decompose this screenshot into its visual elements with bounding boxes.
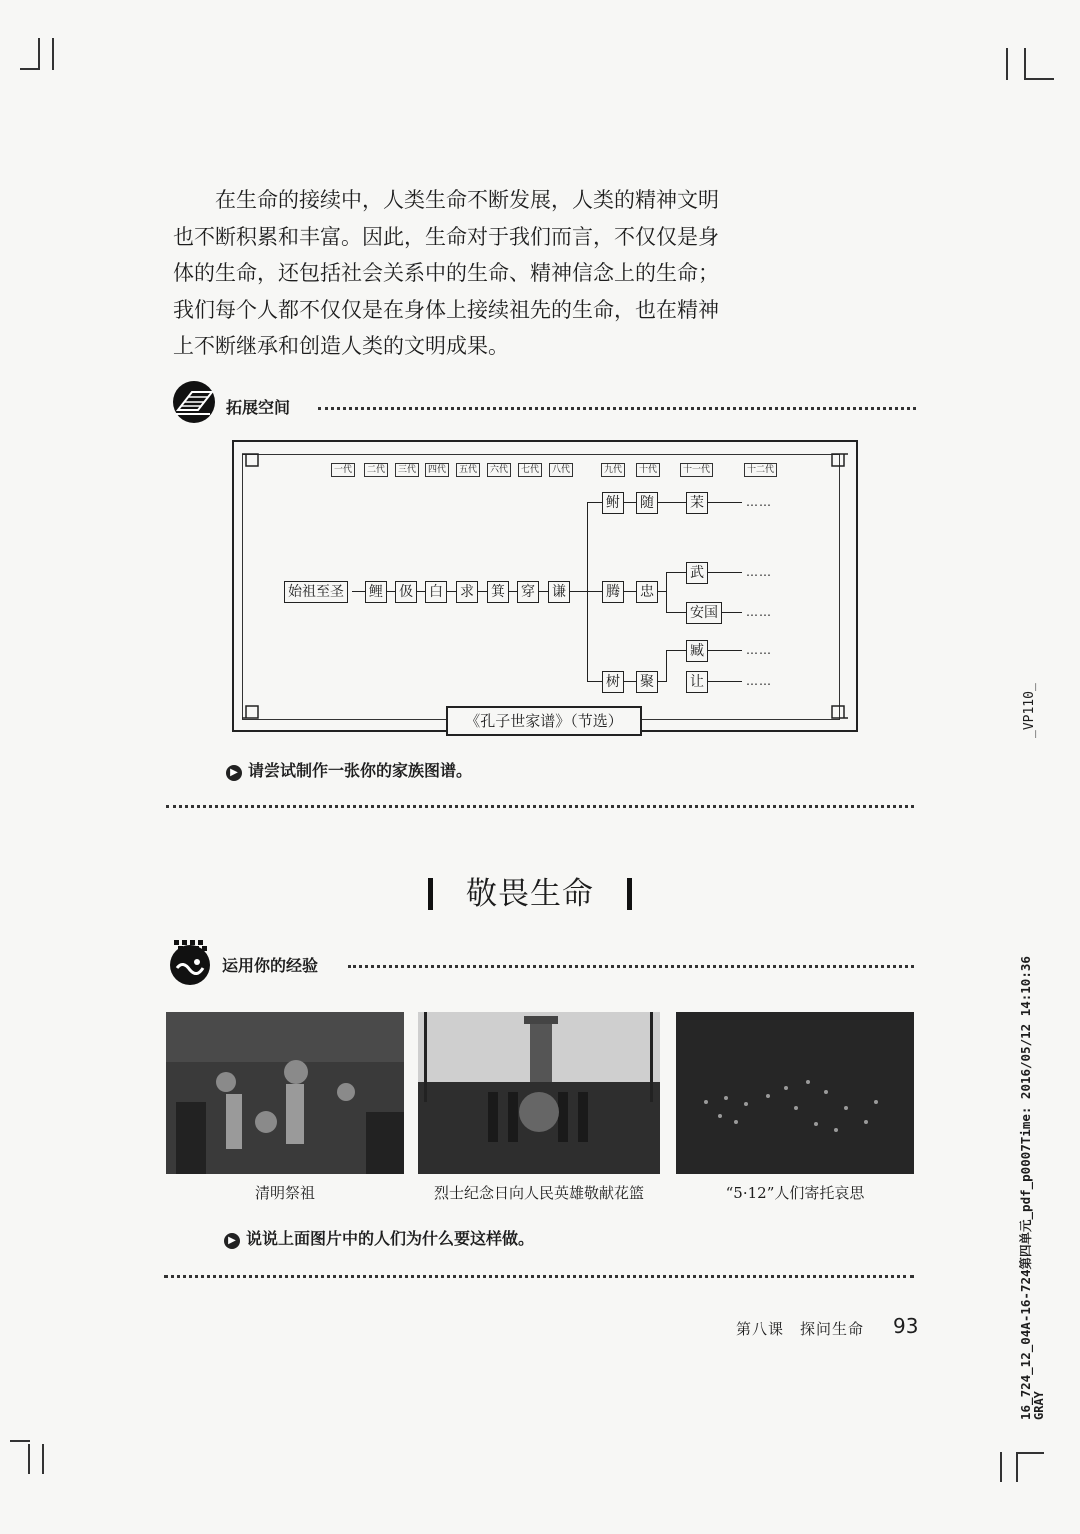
tree-ellipsis: ……: [746, 495, 772, 509]
generation-label: 十代: [636, 463, 660, 477]
tree-node: 安国: [686, 602, 722, 624]
tree-node: 让: [686, 671, 708, 693]
tree-sub-line: [666, 572, 686, 573]
tree-node: 随: [636, 492, 658, 514]
body-paragraph: [173, 182, 753, 365]
dotted-divider: [348, 965, 914, 968]
crop-mark-top-left: [20, 68, 40, 70]
tree-node: 聚: [636, 671, 658, 693]
tree-sub-vertical: [666, 650, 667, 681]
photo-candle-vigil: [676, 1012, 914, 1174]
page-number: 93: [893, 1314, 919, 1338]
tree-tail-line: [706, 502, 742, 503]
expand-space-icon: [172, 380, 216, 424]
tree-sub-vertical: [666, 572, 667, 612]
paragraph-line: 我们每个人都不仅仅是在身体上接续祖先的生命，也在精神: [173, 297, 719, 322]
margin-gray-label: GRAY: [1032, 1391, 1046, 1420]
task-text: 说说上面图片中的人们为什么要这样做。: [246, 1229, 535, 1248]
section-title-expand-space: 拓展空间: [226, 398, 291, 417]
tree-tail-line: [706, 681, 742, 682]
margin-print-info: 16_724_12_04A-16-724第四单元_pdf_p0007Time: 2016/05/12 14:10:36: [1018, 956, 1033, 1420]
margin-code: _VP110_: [1022, 683, 1037, 738]
tree-node: 树: [602, 671, 624, 693]
paragraph-line: 体的生命，还包括社会关系中的生命、精神信念上的生命；: [173, 261, 719, 285]
crop-mark-bottom-left: [28, 1444, 30, 1474]
paragraph-line: 在生命的接续中，人类生命不断发展，人类的精神文明: [215, 188, 719, 212]
photo-caption: “5·12”人们寄托哀思: [725, 1184, 865, 1202]
tree-node: 求: [456, 581, 478, 603]
tree-tail-line: [706, 572, 742, 573]
dotted-divider: [164, 1275, 914, 1278]
heading-bar-right: [627, 878, 632, 910]
tree-node: 臧: [686, 640, 708, 662]
arrow-bullet-icon: ▶: [224, 1233, 240, 1249]
crop-mark-top-right: [1006, 48, 1008, 80]
dotted-divider: [166, 805, 914, 808]
generation-label: 七代: [518, 463, 542, 477]
crop-mark-top-left: [52, 38, 54, 70]
task-prompt: [224, 1226, 534, 1249]
tree-sub-line: [666, 650, 686, 651]
tree-node: 鲋: [602, 492, 624, 514]
paragraph-line: 上不断继承和创造人类的文明成果。: [173, 334, 509, 358]
tree-node: 始祖至圣: [284, 581, 348, 603]
photo-caption: 烈士纪念日向人民英雄敬献花篮: [433, 1184, 644, 1202]
dotted-divider: [318, 407, 916, 410]
task-text: 请尝试制作一张你的家族图谱。: [248, 761, 473, 780]
tree-node: 腾: [602, 581, 624, 603]
tree-tail-line: [706, 650, 742, 651]
generation-label: 九代: [601, 463, 625, 477]
paragraph-line: 也不断积累和丰富。因此，生命对于我们而言，不仅仅是身: [173, 224, 719, 249]
arrow-bullet-icon: ▶: [226, 765, 242, 781]
section-heading: [420, 866, 640, 922]
crop-mark-bottom-left: [42, 1444, 44, 1474]
crop-mark-bottom-right: [1016, 1452, 1044, 1454]
tree-sub-line: [666, 612, 686, 613]
tree-ellipsis: ……: [746, 674, 772, 688]
crop-mark-bottom-right: [1000, 1452, 1002, 1482]
tree-ellipsis: ……: [746, 643, 772, 657]
photo-tomb-sweeping: [166, 1012, 404, 1174]
generation-label: 四代: [425, 463, 449, 477]
task-prompt: [226, 758, 472, 781]
family-tree-caption: 《孔子世家谱》（节选）: [446, 706, 642, 736]
experience-icon: [165, 938, 215, 986]
crop-mark-top-right: [1024, 48, 1026, 80]
tree-node: 武: [686, 562, 708, 584]
tree-ellipsis: ……: [746, 565, 772, 579]
generation-label: 一代: [331, 463, 355, 477]
generation-label: 六代: [487, 463, 511, 477]
tree-node: 箕: [487, 581, 509, 603]
tree-node: 白: [425, 581, 447, 603]
photo-caption: 清明祭祖: [254, 1184, 315, 1202]
generation-label: 十二代: [744, 463, 777, 477]
tree-node: 穿: [517, 581, 539, 603]
tree-node: 忠: [636, 581, 658, 603]
generation-label: 十一代: [680, 463, 713, 477]
heading-text: 敬畏生命: [466, 876, 594, 912]
tree-tail-line: [720, 612, 742, 613]
generation-label: 二代: [364, 463, 388, 477]
crop-mark-bottom-left: [10, 1440, 30, 1442]
crop-mark-top-left: [38, 38, 40, 70]
generation-label: 三代: [395, 463, 419, 477]
section-title-use-experience: 运用你的经验: [222, 956, 319, 975]
tree-trunk-vertical: [587, 502, 588, 682]
tree-node: 谦: [548, 581, 570, 603]
heading-bar-left: [428, 878, 433, 910]
tree-ellipsis: ……: [746, 605, 772, 619]
photo-martyrs-day: [418, 1012, 660, 1174]
footer-lesson-title: 第八课 探问生命: [736, 1320, 865, 1338]
crop-mark-top-right: [1024, 78, 1054, 80]
tree-node: 茉: [686, 492, 708, 514]
generation-label: 五代: [456, 463, 480, 477]
crop-mark-bottom-right: [1016, 1452, 1018, 1482]
tree-node: 伋: [395, 581, 417, 603]
tree-node: 鲤: [365, 581, 387, 603]
generation-label: 八代: [549, 463, 573, 477]
